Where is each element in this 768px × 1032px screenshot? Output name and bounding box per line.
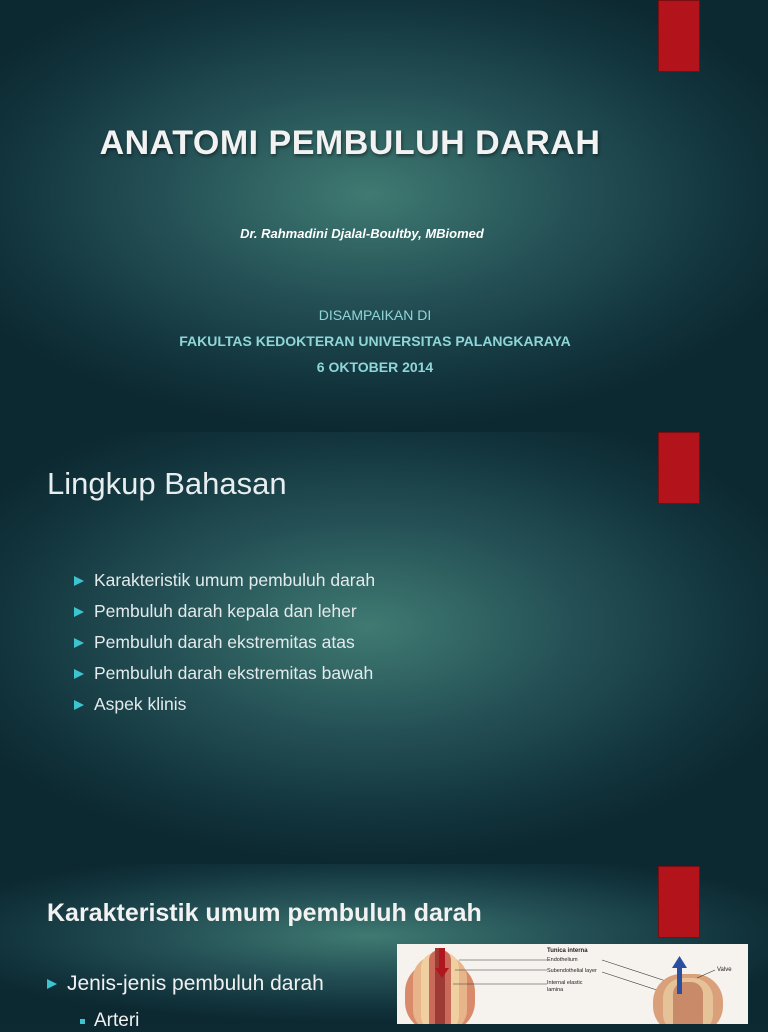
scope-bullet-list bbox=[74, 565, 375, 720]
vessel-cross-section-illustration bbox=[397, 944, 748, 1024]
figure-label: Endothelium bbox=[547, 957, 578, 963]
slide-accent-bar bbox=[658, 432, 700, 504]
list-item bbox=[74, 658, 375, 689]
figure-label: Internal elastic bbox=[547, 980, 583, 986]
presentation-date: 6 OKTOBER 2014 bbox=[316, 359, 434, 375]
presented-at-label: DISAMPAIKAN DI bbox=[318, 307, 432, 323]
bullet-text: Pembuluh darah ekstremitas atas bbox=[94, 632, 355, 652]
bullet-text: Pembuluh darah ekstremitas bawah bbox=[94, 663, 374, 683]
author-name: Dr. Rahmadini Djalal-Boultby, MBiomed bbox=[240, 226, 484, 241]
bullet-text: Karakteristik umum pembuluh darah bbox=[94, 570, 376, 590]
bullet-text: Pembuluh darah kepala dan leher bbox=[94, 601, 357, 621]
triangle-bullet-icon bbox=[74, 576, 84, 586]
list-item bbox=[47, 972, 324, 996]
blood-vessel-figure bbox=[397, 944, 748, 1024]
bullet-text: Jenis-jenis pembuluh darah bbox=[67, 972, 324, 995]
triangle-bullet-icon bbox=[74, 607, 84, 617]
list-item bbox=[74, 565, 375, 596]
list-item bbox=[74, 596, 375, 627]
figure-label: lamina bbox=[547, 987, 564, 993]
triangle-bullet-icon bbox=[74, 638, 84, 648]
list-item bbox=[74, 689, 375, 720]
figure-label: Tunica interna bbox=[547, 948, 588, 954]
triangle-bullet-icon bbox=[74, 700, 84, 710]
bullet-text: Aspek klinis bbox=[94, 694, 187, 714]
figure-label: Valve bbox=[717, 967, 732, 973]
sub-list-item bbox=[80, 1010, 139, 1032]
slide-title bbox=[0, 0, 768, 432]
institution-name: FAKULTAS KEDOKTERAN UNIVERSITAS PALANGKARAYA bbox=[179, 333, 571, 349]
triangle-bullet-icon bbox=[74, 669, 84, 679]
slide-accent-bar bbox=[658, 866, 700, 938]
square-bullet-icon bbox=[80, 1019, 85, 1024]
figure-label: Subendothelial layer bbox=[547, 968, 597, 974]
sub-bullet-text: Arteri bbox=[94, 1010, 140, 1031]
presentation-title: ANATOMI PEMBULUH DARAH bbox=[99, 124, 601, 162]
slide-accent-bar bbox=[658, 0, 700, 72]
triangle-bullet-icon bbox=[47, 979, 57, 989]
list-item bbox=[74, 627, 375, 658]
scope-title: Lingkup Bahasan bbox=[47, 466, 287, 501]
characteristics-title: Karakteristik umum pembuluh darah bbox=[47, 899, 482, 927]
